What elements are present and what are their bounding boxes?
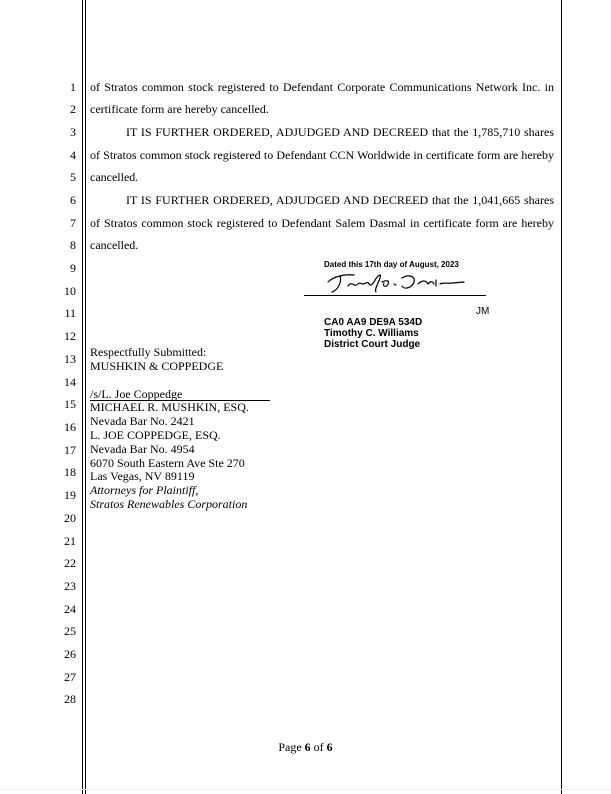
page-label: Page [278, 740, 302, 754]
line-number: 3 [70, 125, 76, 139]
body-line: IT IS FURTHER ORDERED, ADJUDGED AND DECREED that the 1,785,710 shares [126, 125, 554, 139]
line-number: 5 [70, 170, 76, 184]
line-number: 27 [64, 670, 76, 684]
line-number: 25 [64, 624, 76, 638]
line-number: 19 [64, 488, 76, 502]
line-number: 13 [64, 352, 76, 366]
line-number: 6 [70, 193, 76, 207]
page-footer [0, 740, 611, 755]
body-line: cancelled. [90, 238, 139, 252]
line-number: 21 [64, 534, 76, 548]
case-code: CA0 AA9 DE9A 534D [324, 317, 423, 328]
line-number: 26 [64, 647, 76, 661]
line-number: 16 [64, 420, 76, 434]
line-number: 20 [64, 511, 76, 525]
line-number: 24 [64, 602, 76, 616]
judge-info [324, 317, 422, 350]
page-bottom-edge [0, 789, 611, 790]
body-line: cancelled. [90, 170, 139, 184]
submitted-heading: Respectfully Submitted: [90, 345, 207, 359]
margin-rule-left-outer [82, 0, 83, 794]
line-number: 22 [64, 556, 76, 570]
line-number: 18 [64, 465, 76, 479]
signature-text: /s/L. Joe Coppedge [90, 388, 270, 401]
dated-line: Dated this 17th day of August, 2023 [324, 260, 459, 269]
line-number: 14 [64, 375, 76, 389]
line-number: 11 [64, 306, 76, 320]
line-number: 9 [70, 261, 76, 275]
initials: JM [476, 306, 490, 317]
judge-signature-image [324, 268, 474, 296]
body-line: certificate form are hereby cancelled. [90, 102, 269, 116]
bar-number: Nevada Bar No. 2421 [90, 414, 195, 428]
judge-name: Timothy C. Williams [324, 328, 419, 339]
line-number: 2 [70, 102, 76, 116]
attorney-name: L. JOE COPPEDGE, ESQ. [90, 428, 221, 442]
line-number: 4 [70, 148, 76, 162]
line-number: 7 [70, 216, 76, 230]
line-number: 17 [64, 443, 76, 457]
line-number: 10 [64, 284, 76, 298]
body-line: of Stratos common stock registered to Defendant Salem Dasmal in certificate form are hereby [90, 216, 554, 230]
judge-title: District Court Judge [324, 339, 421, 350]
line-number: 23 [64, 579, 76, 593]
page-number: 6 [304, 740, 311, 754]
firm-name: MUSHKIN & COPPEDGE [90, 359, 224, 373]
page-total: 6 [326, 740, 333, 754]
line-number: 28 [64, 692, 76, 706]
bar-number: Nevada Bar No. 4954 [90, 442, 195, 456]
client-name: Stratos Renewables Corporation [90, 497, 248, 511]
margin-rule-right [561, 0, 562, 794]
attorney-name: MICHAEL R. MUSHKIN, ESQ. [90, 400, 249, 414]
line-number: 8 [70, 238, 76, 252]
line-number: 1 [70, 80, 76, 94]
signature-line [304, 295, 486, 296]
attorney-role: Attorneys for Plaintiff, [90, 483, 199, 497]
line-number: 15 [64, 397, 76, 411]
address-line: Las Vegas, NV 89119 [90, 469, 195, 483]
of-label: of [313, 740, 324, 754]
address-line: 6070 South Eastern Ave Ste 270 [90, 456, 245, 470]
body-line: of Stratos common stock registered to Defendant Corporate Communications Network Inc. in [90, 80, 554, 94]
line-number: 12 [64, 329, 76, 343]
body-line: IT IS FURTHER ORDERED, ADJUDGED AND DECREED that the 1,041,665 shares [126, 193, 554, 207]
body-line: of Stratos common stock registered to Defendant CCN Worldwide in certificate form are hereby [90, 148, 554, 162]
margin-rule-left-inner [85, 0, 86, 794]
